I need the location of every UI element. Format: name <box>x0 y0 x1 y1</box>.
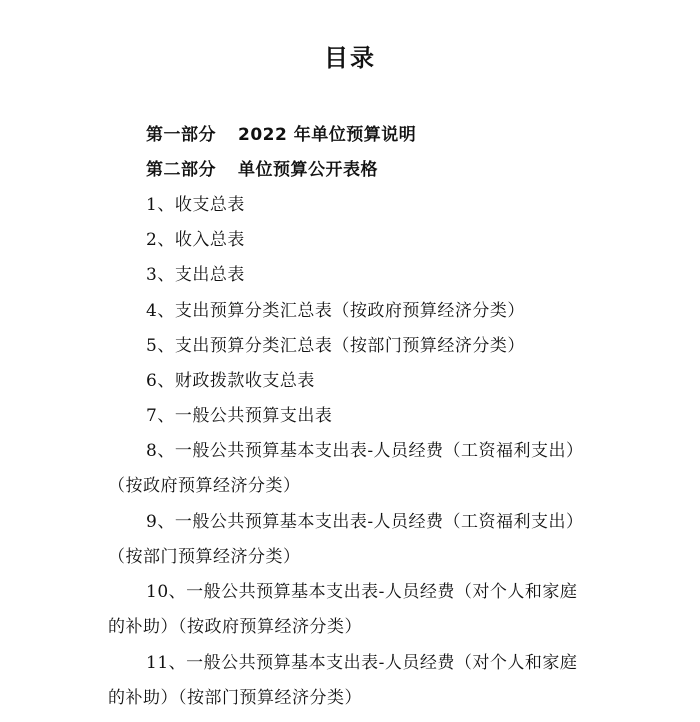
toc-item-4: 4、支出预算分类汇总表（按政府预算经济分类） <box>146 301 525 321</box>
page-title: 目录 <box>324 44 376 72</box>
toc-part-2-label: 第二部分 <box>146 160 216 180</box>
toc-item-11-line2: 的补助）（按部门预算经济分类） <box>108 688 362 708</box>
toc-item-10-line2: 的补助）（按政府预算经济分类） <box>108 617 362 637</box>
toc-part-2 <box>146 155 378 180</box>
toc-item-9-line2: （按部门预算经济分类） <box>108 547 301 567</box>
toc-item-10-line1: 10、一般公共预算基本支出表-人员经费（对个人和家庭 <box>146 582 578 602</box>
toc-part-1-text: 2022 年单位预算说明 <box>238 125 417 145</box>
toc-item-3: 3、支出总表 <box>146 265 245 285</box>
toc-item-11-line1: 11、一般公共预算基本支出表-人员经费（对个人和家庭 <box>146 653 578 673</box>
toc-item-1: 1、收支总表 <box>146 195 245 215</box>
toc-item-6: 6、财政拨款收支总表 <box>146 371 315 391</box>
toc-item-7: 7、一般公共预算支出表 <box>146 406 333 426</box>
toc-part-2-text: 单位预算公开表格 <box>238 160 378 180</box>
toc-part-1-label: 第一部分 <box>146 125 216 145</box>
toc-item-5: 5、支出预算分类汇总表（按部门预算经济分类） <box>146 336 525 356</box>
toc-item-8-line2: （按政府预算经济分类） <box>108 476 301 496</box>
toc-item-2: 2、收入总表 <box>146 230 245 250</box>
toc-item-9-line1: 9、一般公共预算基本支出表-人员经费（工资福利支出） <box>146 512 584 532</box>
toc-item-8-line1: 8、一般公共预算基本支出表-人员经费（工资福利支出） <box>146 441 584 461</box>
toc-part-1 <box>146 120 416 145</box>
